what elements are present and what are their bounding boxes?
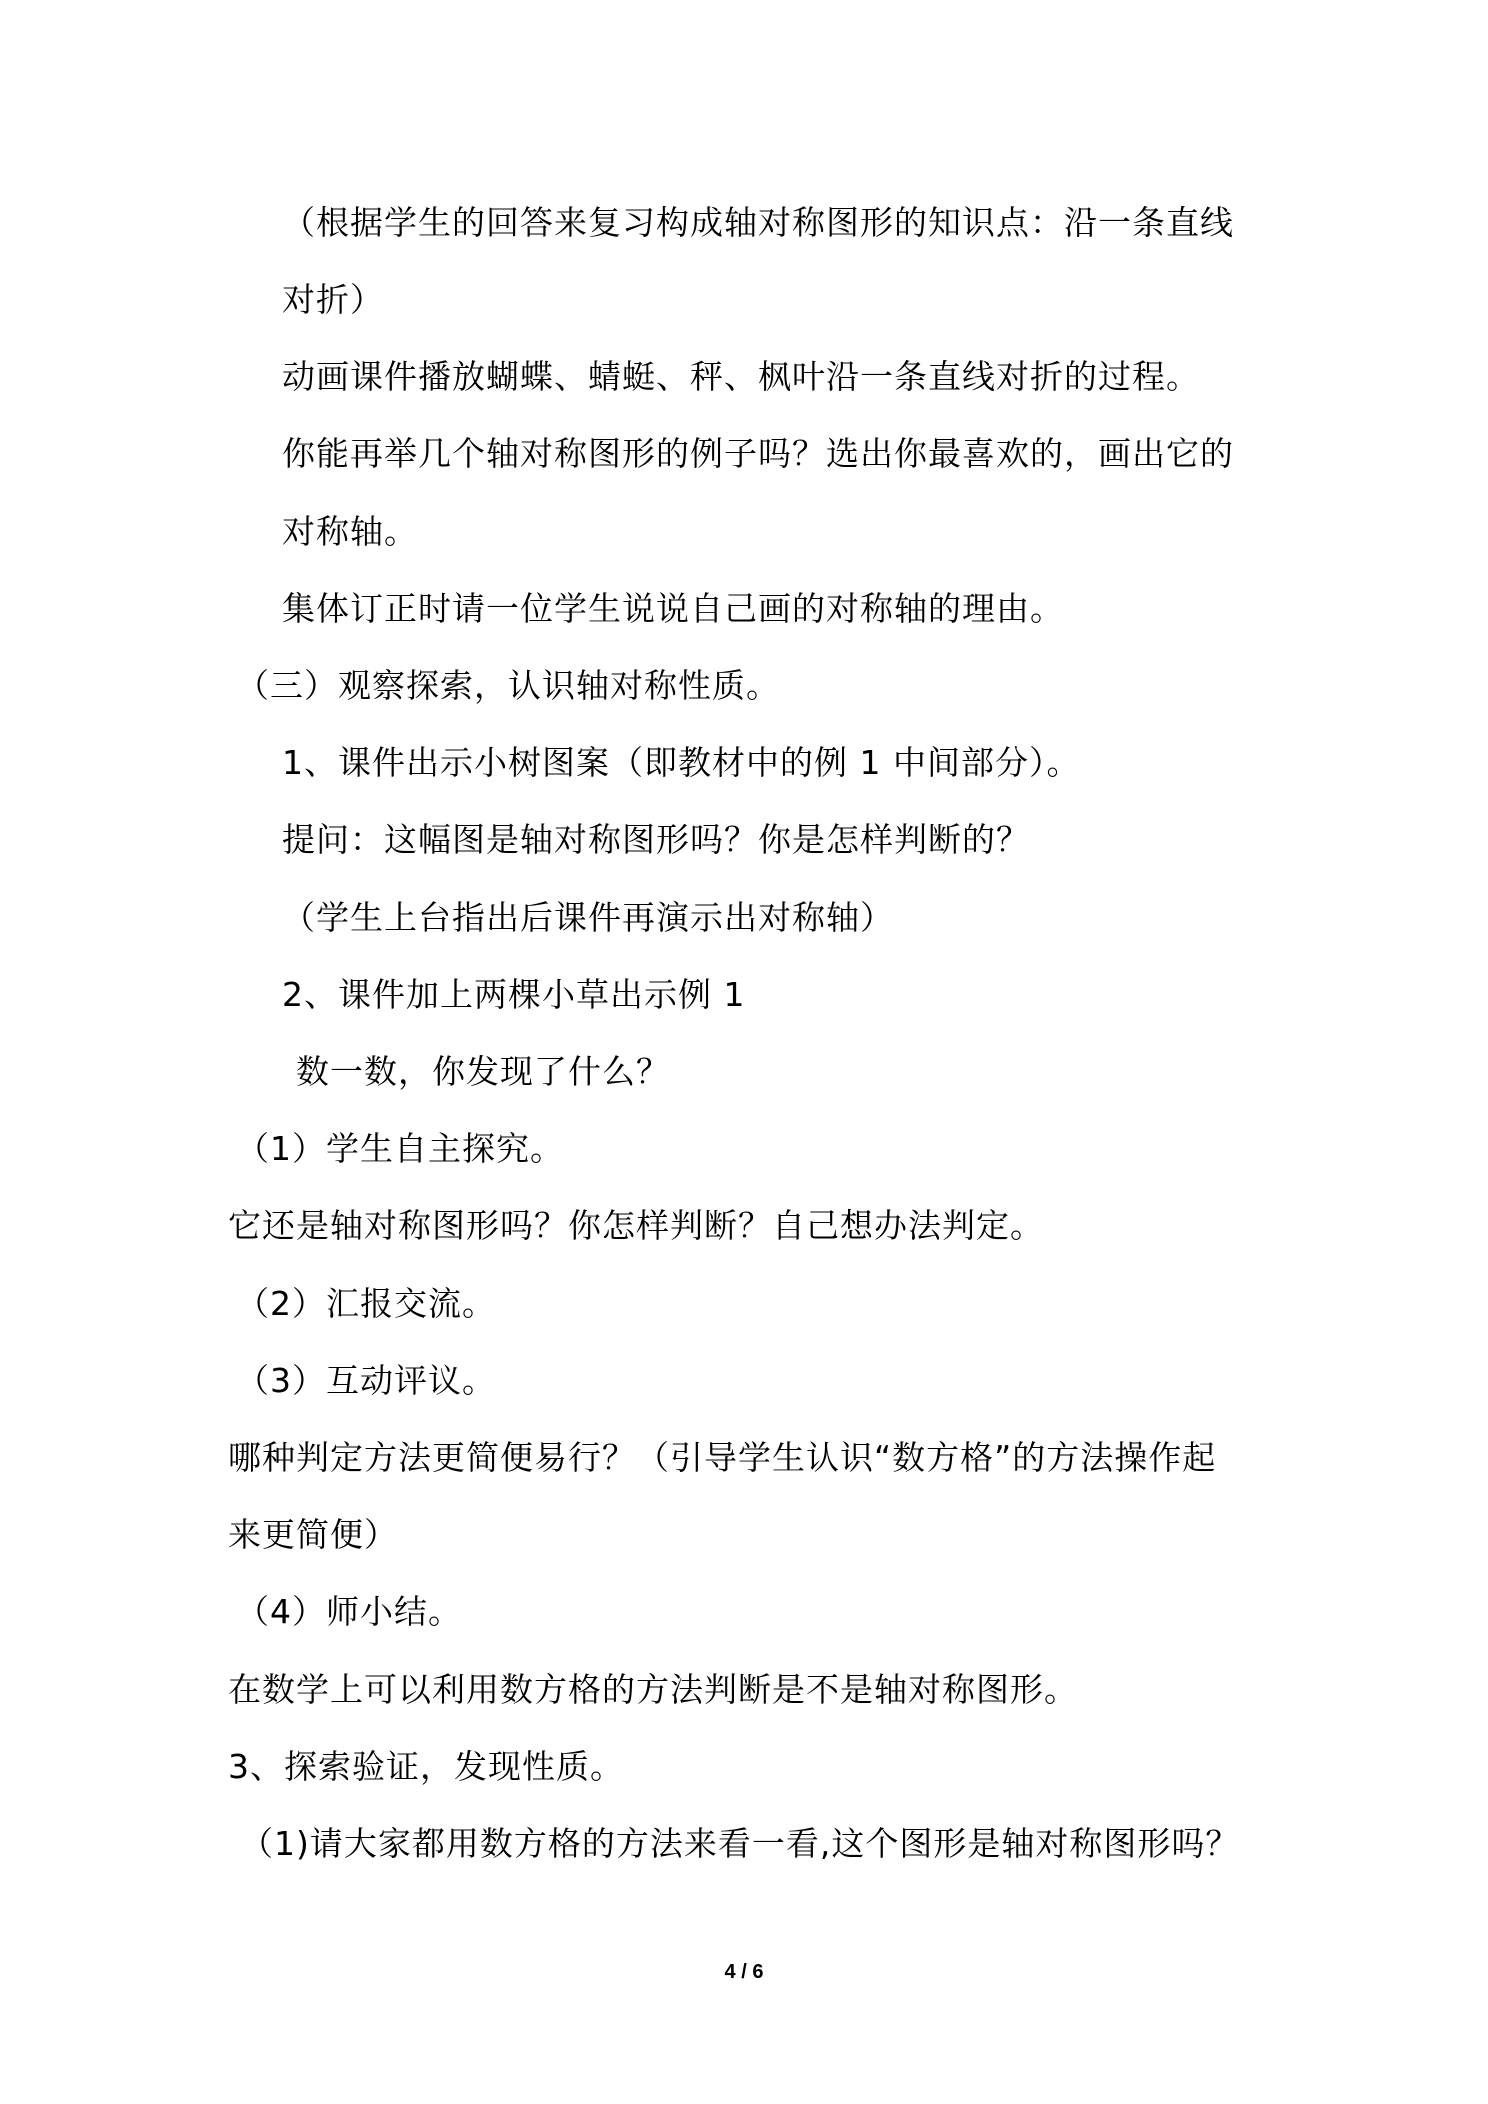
text-line: 动画课件播放蝴蝶、蜻蜓、秤、枫叶沿一条直线对折的过程。	[282, 357, 1200, 396]
text-line: 你能再举几个轴对称图形的例子吗？选出你最喜欢的，画出它的	[282, 434, 1234, 473]
text-line: （根据学生的回答来复习构成轴对称图形的知识点：沿一条直线	[282, 203, 1234, 242]
section-heading: （三）观察探索，认识轴对称性质。	[236, 666, 780, 705]
text-line: 来更简便）	[228, 1515, 398, 1554]
text-line: 2、课件加上两棵小草出示例 1	[282, 975, 746, 1014]
text-line: 哪种判定方法更简便易行？（引导学生认识“数方格”的方法操作起	[228, 1438, 1217, 1477]
text-line: 数一数，你发现了什么？	[296, 1052, 670, 1091]
text-line: 提问：这幅图是轴对称图形吗？你是怎样判断的？	[282, 820, 1030, 859]
page-number: 4 / 6	[724, 1961, 764, 1983]
text-line: 3、探索验证，发现性质。	[228, 1747, 624, 1786]
text-line: （学生上台指出后课件再演示出对称轴）	[282, 898, 894, 937]
text-line: 集体订正时请一位学生说说自己画的对称轴的理由。	[282, 589, 1064, 628]
text-line: （1)请大家都用数方格的方法来看一看,这个图形是轴对称图形吗？	[240, 1824, 1240, 1863]
text-line: （1）学生自主探究。	[236, 1129, 564, 1168]
text-line: 对称轴。	[282, 512, 418, 551]
text-line: 对折）	[282, 280, 384, 319]
text-line: 在数学上可以利用数方格的方法判断是不是轴对称图形。	[228, 1670, 1078, 1709]
text-line: （4）师小结。	[236, 1592, 462, 1631]
text-line: 1、课件出示小树图案（即教材中的例 1 中间部分）。	[282, 743, 1081, 782]
text-line: 它还是轴对称图形吗？你怎样判断？自己想办法判定。	[228, 1206, 1044, 1245]
text-line: （2）汇报交流。	[236, 1284, 496, 1323]
text-line: （3）互动评议。	[236, 1361, 496, 1400]
